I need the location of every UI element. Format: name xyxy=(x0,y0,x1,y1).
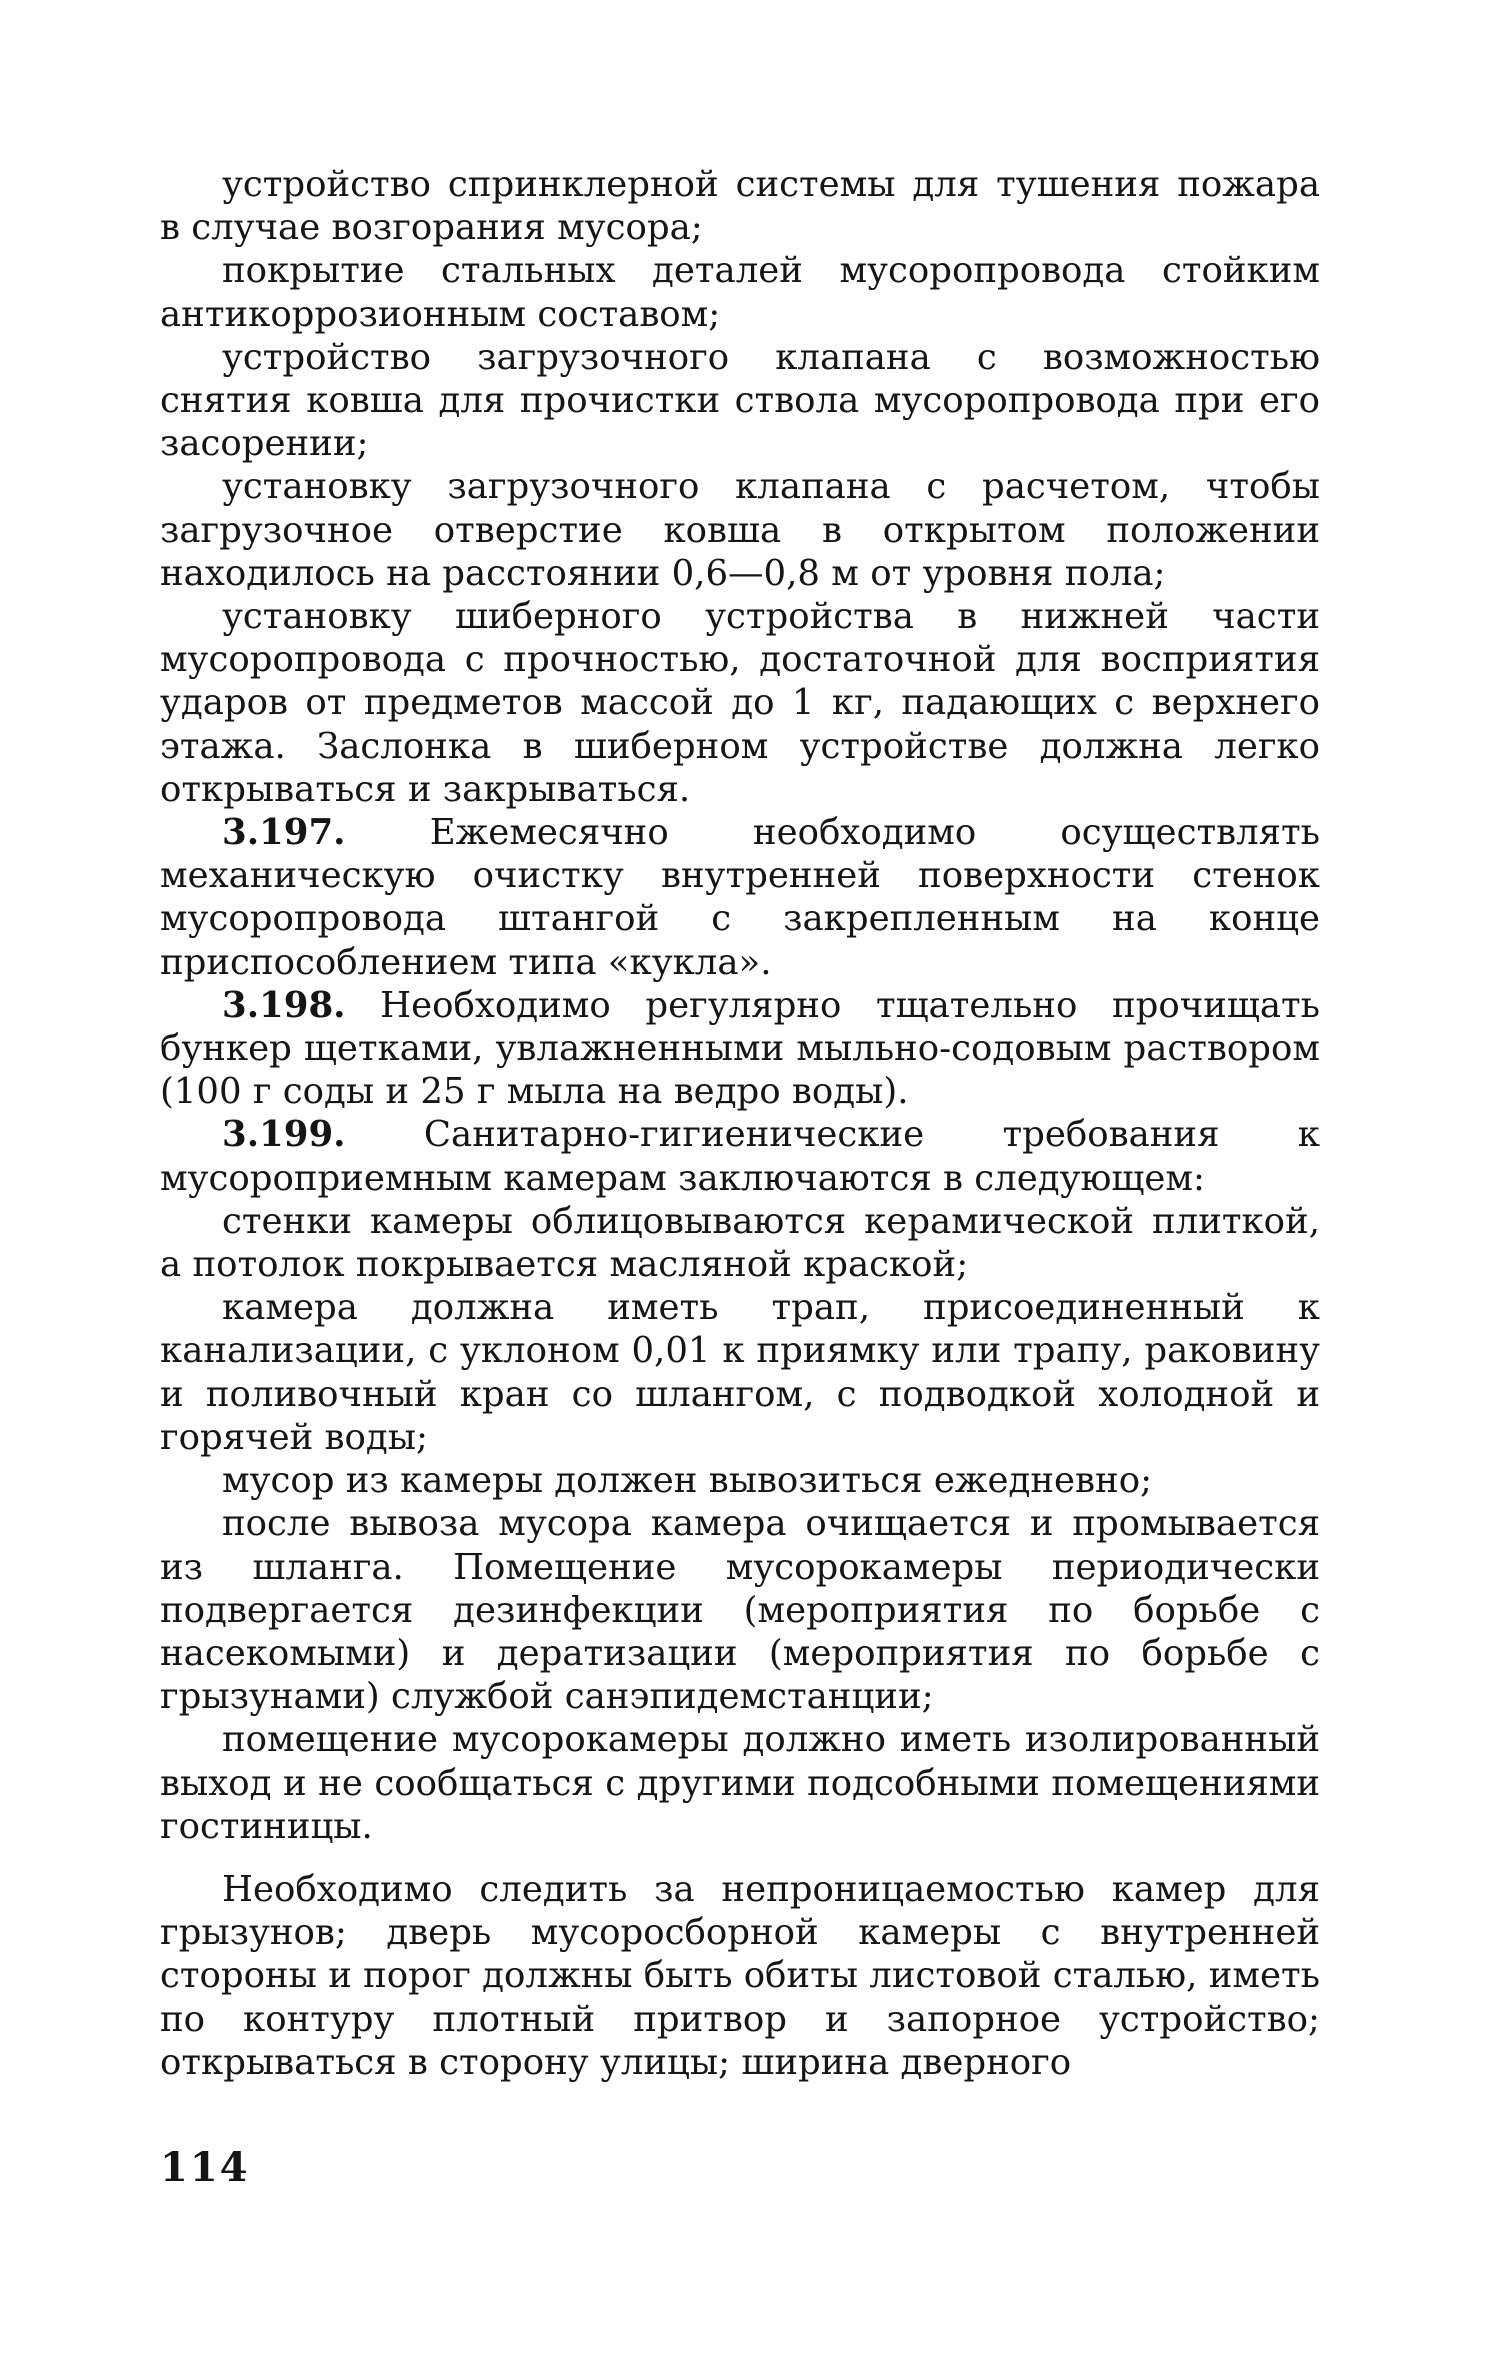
section-number: 3.199. xyxy=(222,1114,346,1156)
section-3-197 xyxy=(160,811,1320,984)
list-item: устройство загрузочного клапана с возможностью снятия ковша для прочистки ствола мусоропровода при его засорении; xyxy=(160,336,1320,465)
list-item: покрытие стальных деталей мусоропровода стойким антикоррозионным составом; xyxy=(160,250,1320,335)
list-item: установку шиберного устройства в нижней части мусоропровода с прочностью, достаточной для восприятия ударов от предметов массой до 1 кг, падающих с верхнего этажа. Заслонка в шиберном устройстве должна легко открываться и закрываться. xyxy=(160,596,1320,810)
page-body-text xyxy=(160,163,1320,2084)
section-text: Санитарно-гигиенические требования к мусороприемным камерам заключаются в следующем: xyxy=(160,1114,1320,1199)
list-item: стенки камеры облицовываются керамической плиткой, а потолок покрывается масляной краской; xyxy=(160,1200,1320,1286)
section-3-199 xyxy=(160,1113,1320,1199)
section-text: Необходимо регулярно тщательно прочищать бункер щетками, увлажненными мыльно-содовым раствором (100 г соды и 25 г мыла на ведро воды). xyxy=(160,984,1320,1113)
list-item: устройство спринклерной системы для тушения пожара в случае возгорания мусора; xyxy=(160,164,1320,249)
list-item: помещение мусорокамеры должно иметь изолированный выход и не сообщаться с другими подсобными помещениями гостиницы. xyxy=(160,1719,1320,1847)
section-number: 3.198. xyxy=(222,984,346,1026)
page-number: 114 xyxy=(160,2144,250,2191)
list-item: после вывоза мусора камера очищается и промывается из шланга. Помещение мусорокамеры периодически подвергается дезинфекции (мероприятия по борьбе с насекомыми) и дератизации (мероприятия по борьбе с грызунами) службой санэпидемстанции; xyxy=(160,1503,1320,1718)
section-number: 3.197. xyxy=(222,812,346,854)
list-item: мусор из камеры должен вывозиться ежедневно; xyxy=(222,1460,1153,1502)
section-text: Ежемесячно необходимо осуществлять механическую очистку внутренней поверхности стенок мусоропровода штангой с закрепленным на конце приспособлением типа «кукла». xyxy=(160,812,1320,983)
list-item: установку загрузочного клапана с расчетом, чтобы загрузочное отверстие ковша в открытом положении находилось на расстоянии 0,6—0,8 м от уровня пола; xyxy=(160,466,1320,594)
list-item: камера должна иметь трап, присоединенный к канализации, с уклоном 0,01 к приямку или трапу, раковину и поливочный кран со шлангом, с подводкой холодной и горячей воды; xyxy=(160,1287,1320,1458)
section-3-198 xyxy=(160,984,1320,1114)
final-paragraph: Необходимо следить за непроницаемостью камер для грызунов; дверь мусоросборной камеры с внутренней стороны и порог должны быть обиты листовой сталью, иметь по контуру плотный притвор и запорное устройство; открываться в сторону улицы; ширина дверного xyxy=(160,1868,1320,2083)
